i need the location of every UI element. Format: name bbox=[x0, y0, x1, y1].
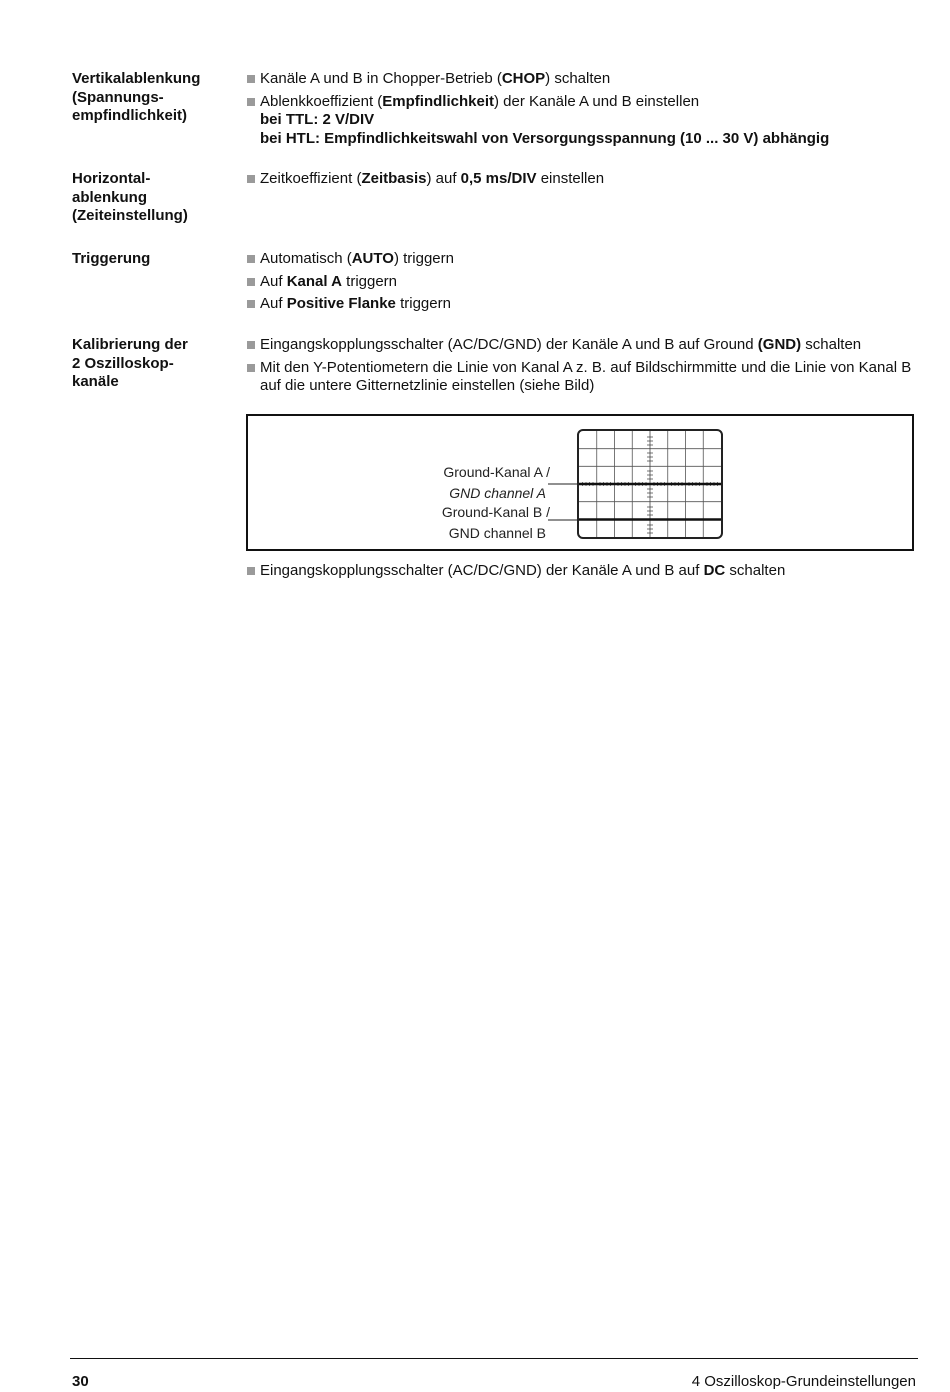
label-gnd-channel-b: GND channel B bbox=[448, 525, 546, 541]
oscilloscope-figure bbox=[246, 414, 914, 551]
section-label: Triggerung bbox=[72, 250, 151, 267]
list-item: Ablenkkoeffizient (Empfindlichkeit) der Kanäle A und B einstellen bei TTL: 2 V/DIV bei HTL: Empfindlichkeitswahl von Versorgungsspannung (10 ... 30 V) abhängig bbox=[246, 93, 918, 149]
ttl-setting: bei TTL: 2 V/DIV bbox=[260, 111, 375, 128]
list-item: Eingangskopplungsschalter (AC/DC/GND) der Kanäle A und B auf Ground (GND) schalten bbox=[246, 336, 918, 355]
oscilloscope-screen bbox=[577, 429, 723, 539]
label-ground-channel-a: Ground-Kanal A / bbox=[443, 464, 550, 480]
section-content bbox=[246, 70, 918, 152]
section-content bbox=[246, 336, 918, 400]
section-label: Horizontal- ablenkung (Zeiteinstellung) bbox=[72, 170, 188, 224]
htl-setting: bei HTL: Empfindlichkeitswahl von Versorgungsspannung (10 ... 30 V) abhängig bbox=[260, 129, 830, 147]
list-item: Zeitkoeffizient (Zeitbasis) auf 0,5 ms/DIV einstellen bbox=[246, 170, 918, 189]
section-content bbox=[246, 170, 918, 193]
chapter-title: 4 Oszilloskop-Grundeinstellungen bbox=[691, 1373, 916, 1390]
page-number: 30 bbox=[72, 1373, 89, 1390]
list-item: Kanäle A und B in Chopper-Betrieb (CHOP) schalten bbox=[246, 70, 918, 89]
section-label: Kalibrierung der 2 Oszilloskop- kanäle bbox=[72, 336, 188, 390]
section-content bbox=[246, 562, 918, 585]
list-item: Mit den Y-Potentiometern die Linie von Kanal A z. B. auf Bildschirmmitte und die Linie von Kanal B auf die untere Gitternetzlinie einstellen (siehe Bild) bbox=[246, 359, 918, 396]
label-ground-channel-b: Ground-Kanal B / bbox=[441, 504, 550, 520]
footer-divider bbox=[70, 1358, 918, 1359]
screen-grid bbox=[579, 431, 721, 537]
list-item: Automatisch (AUTO) triggern bbox=[246, 250, 918, 269]
section-label: Vertikalablenkung (Spannungs- empfindlichkeit) bbox=[72, 70, 201, 124]
list-item: Auf Positive Flanke triggern bbox=[246, 295, 918, 314]
label-gnd-channel-a: GND channel A bbox=[449, 485, 546, 501]
list-item: Eingangskopplungsschalter (AC/DC/GND) der Kanäle A und B auf DC schalten bbox=[246, 562, 918, 581]
list-item: Auf Kanal A triggern bbox=[246, 273, 918, 292]
section-content bbox=[246, 250, 918, 318]
